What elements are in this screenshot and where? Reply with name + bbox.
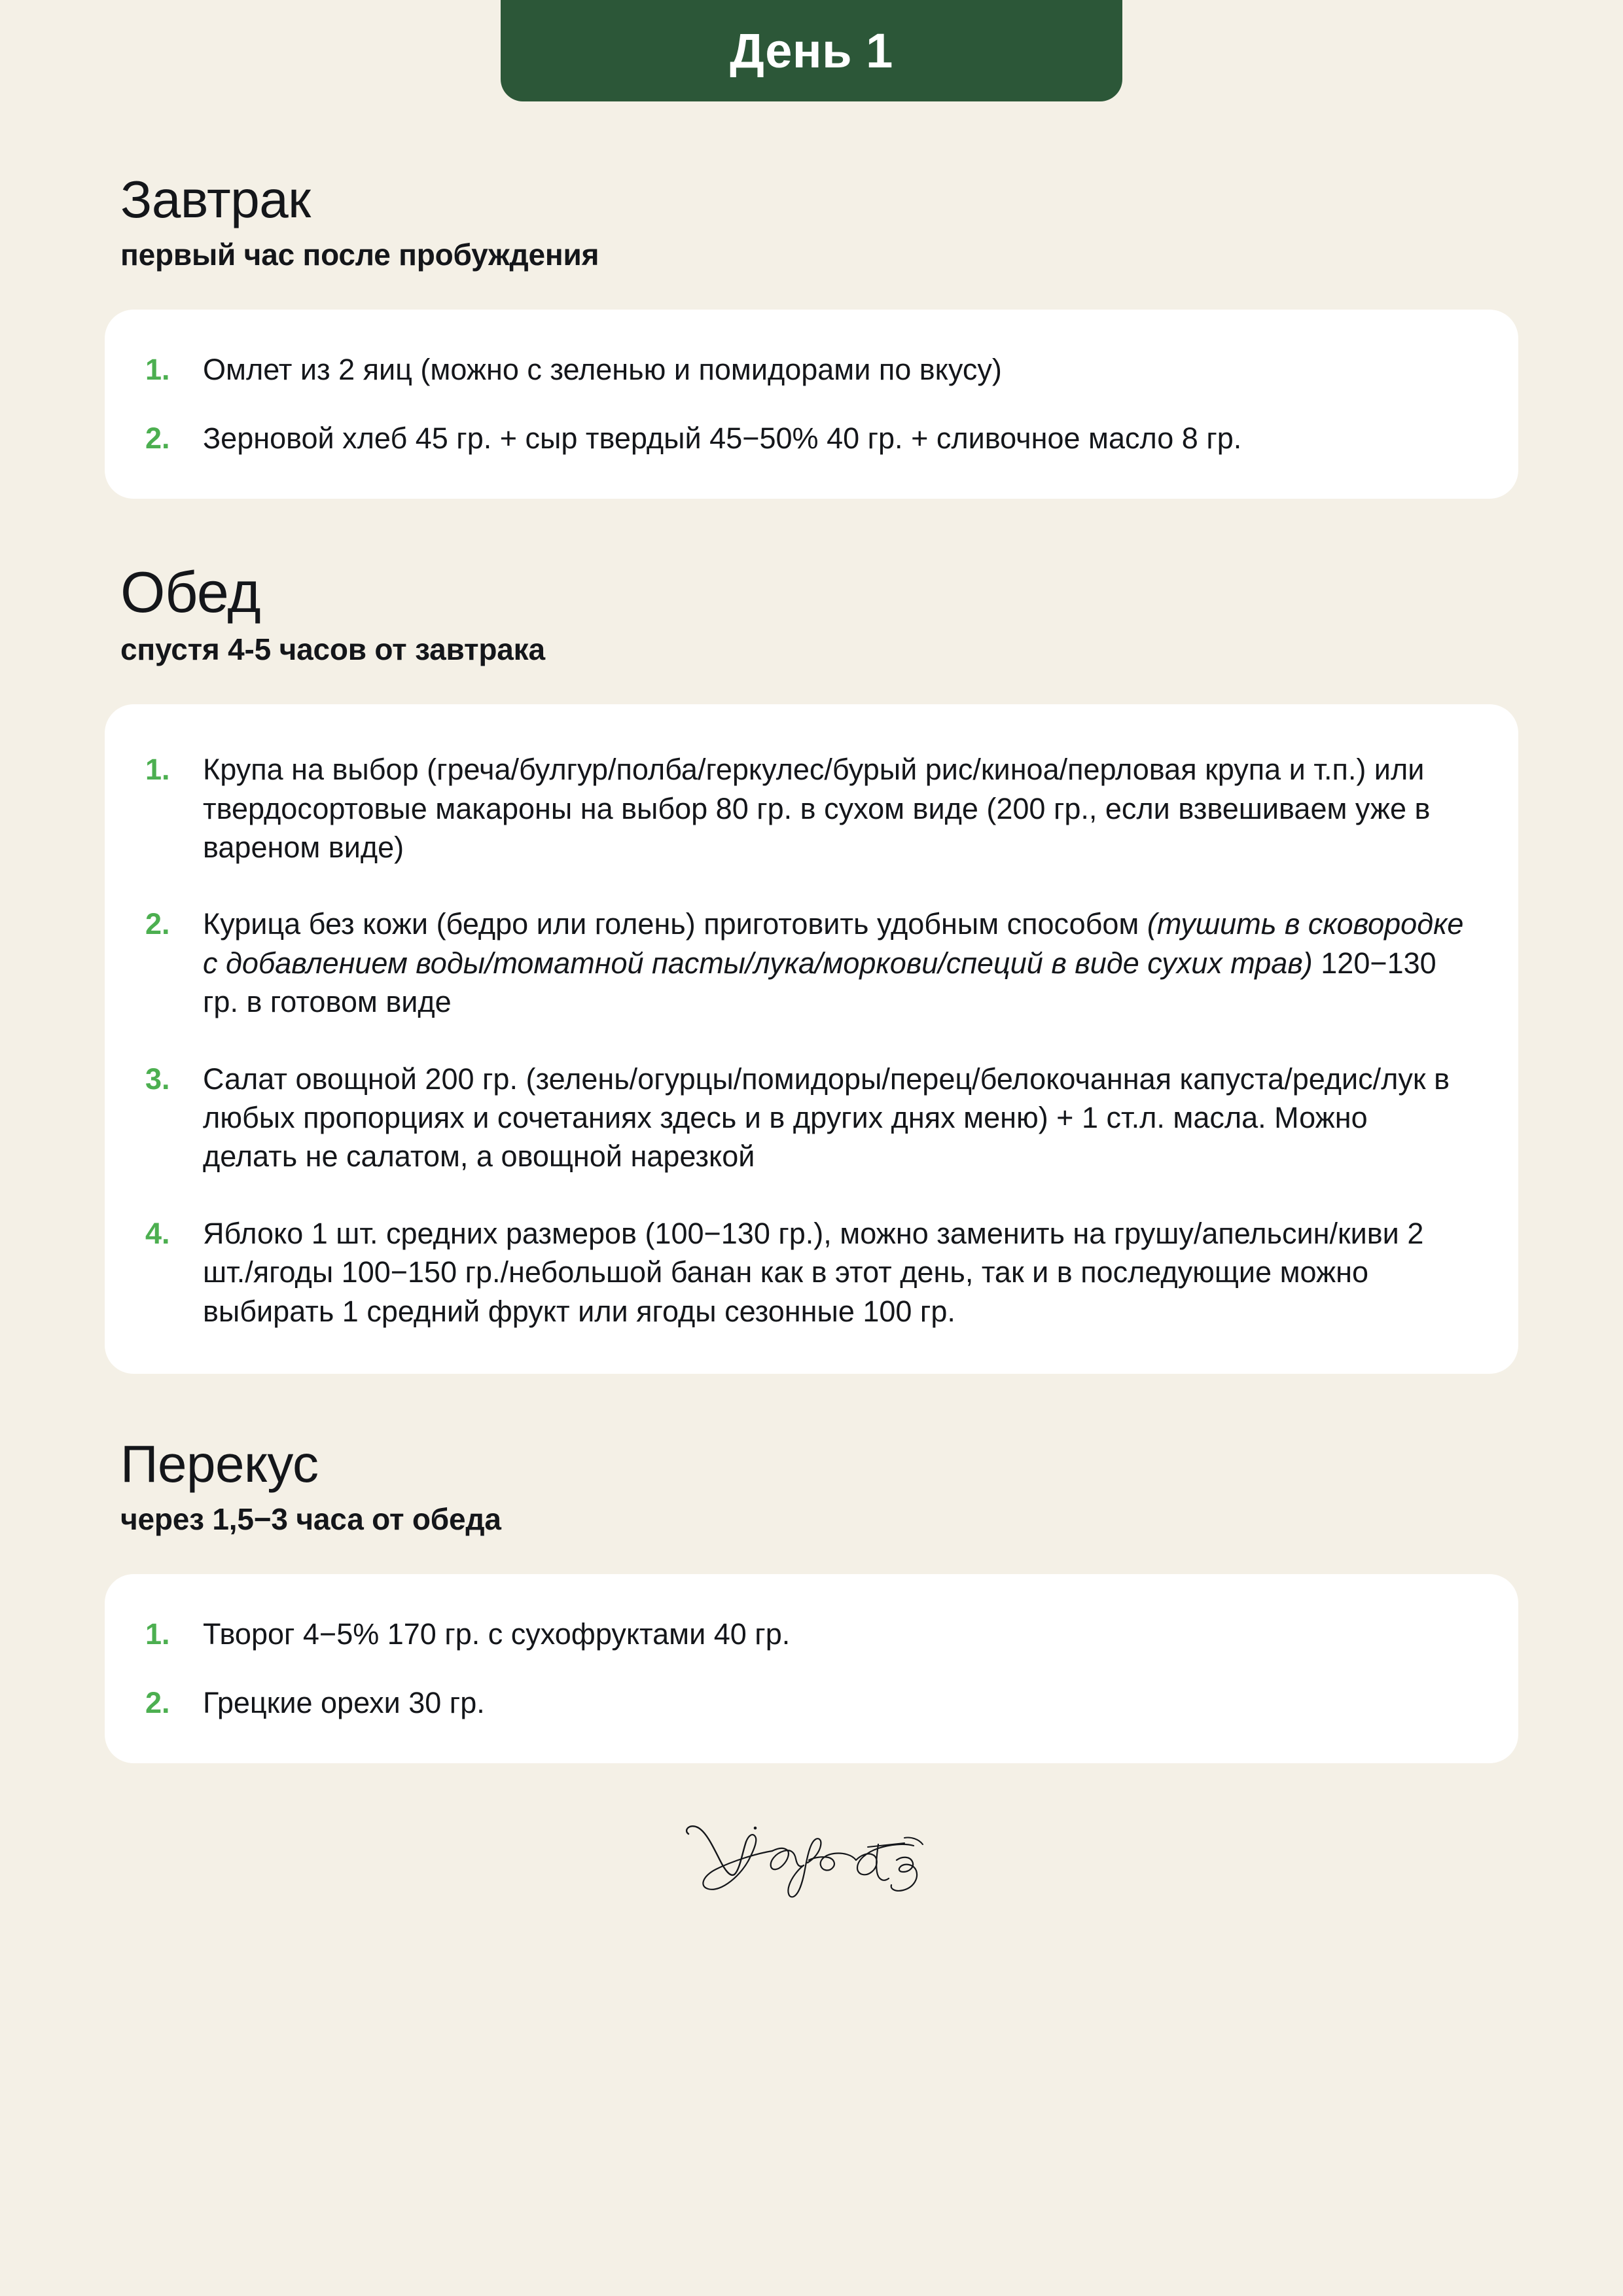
plain-text: Крупа на выбор (греча/булгур/полба/геркулес/бурый рис/киноа/перловая крупа и т.п.) или твердосортовые макароны на выбор 80 гр. в сухом виде (200 гр., если взвешиваем уже в вареном виде) [203, 753, 1431, 864]
list-item [145, 1214, 1470, 1331]
signature-script-icon [674, 1806, 949, 1905]
list-item-marker: 1. [145, 1617, 170, 1651]
plain-text: Курица без кожи (бедро или голень) приготовить удобным способом [203, 907, 1147, 941]
meal-header-lunch [105, 559, 1518, 668]
meal-header-breakfast [105, 172, 1518, 273]
meal-subtitle-breakfast: первый час после пробуждения [120, 237, 599, 272]
list-item [145, 905, 1470, 1021]
meal-title-breakfast: Завтрак [120, 170, 311, 228]
meal-subtitle-lunch: спустя 4-5 часов от завтрака [120, 632, 545, 667]
item-list-breakfast [145, 350, 1470, 458]
meal-title-lunch: Обед [120, 559, 261, 624]
list-item-marker: 2. [145, 907, 170, 941]
list-item-text [203, 1214, 1470, 1331]
day-badge-label: День 1 [730, 23, 893, 78]
item-list-snack [145, 1615, 1470, 1723]
plain-text: Зерновой хлеб 45 гр. + сыр твердый 45−50% 40 гр. + сливочное масло 8 гр. [203, 422, 1242, 456]
meal-card-breakfast [105, 310, 1518, 499]
list-item [145, 1683, 1470, 1722]
meal-subtitle-snack: через 1,5−3 часа от обеда [120, 1501, 501, 1536]
item-list-lunch [145, 750, 1470, 1331]
meal-section-lunch [105, 559, 1518, 1374]
list-item [145, 350, 1470, 389]
plain-text: Яблоко 1 шт. средних размеров (100−130 гр.), можно заменить на грушу/апельсин/киви 2 шт./ягоды 100−150 гр./небольшой банан как в этот день, так и в последующие можно выбирать 1 средний фрукт или ягоды сезонные 100 гр. [203, 1216, 1424, 1328]
list-item-text [203, 905, 1470, 1021]
plain-text: 120−130 гр. в готовом виде [203, 946, 1436, 1019]
list-item-text [203, 350, 1470, 389]
list-item-marker: 2. [145, 422, 170, 456]
list-item-marker: 2. [145, 1686, 170, 1720]
list-item [145, 1060, 1470, 1176]
meal-section-snack [105, 1434, 1518, 1763]
plain-text: Творог 4−5% 170 гр. с сухофруктами 40 гр. [203, 1617, 791, 1651]
list-item [145, 419, 1470, 457]
plain-text: Омлет из 2 яиц (можно с зеленью и помидорами по вкусу) [203, 352, 1002, 386]
plain-text: Салат овощной 200 гр. (зелень/огурцы/помидоры/перец/белокочанная капуста/редис/лук в любых пропорциях и сочетаниях здесь и в других днях меню) + 1 ст.л. масла. Можно делать не салатом, а овощной нарезкой [203, 1062, 1450, 1174]
meal-sections [0, 172, 1623, 1905]
plain-text: Грецкие орехи 30 гр. [203, 1686, 485, 1720]
list-item-text [203, 419, 1470, 457]
day-badge [501, 0, 1122, 101]
list-item-marker: 3. [145, 1062, 170, 1096]
watermark-signature [105, 1806, 1518, 1905]
list-item-marker: 1. [145, 753, 170, 787]
meal-header-snack [105, 1434, 1518, 1537]
list-item [145, 1615, 1470, 1653]
day-badge-container [0, 0, 1623, 101]
meal-title-snack: Перекус [120, 1434, 319, 1493]
meal-section-breakfast [105, 172, 1518, 499]
list-item-text [203, 750, 1470, 867]
list-item-marker: 1. [145, 352, 170, 386]
list-item-marker: 4. [145, 1216, 170, 1250]
list-item-text [203, 1683, 1470, 1722]
list-item-text [203, 1060, 1470, 1176]
meal-card-lunch [105, 704, 1518, 1374]
list-item [145, 750, 1470, 867]
meal-card-snack [105, 1574, 1518, 1763]
emphasis-text: (тушить в сковородке с добавлением воды/томатной пасты/лука/моркови/специй в виде сухих трав) [203, 907, 1464, 980]
list-item-text [203, 1615, 1470, 1653]
